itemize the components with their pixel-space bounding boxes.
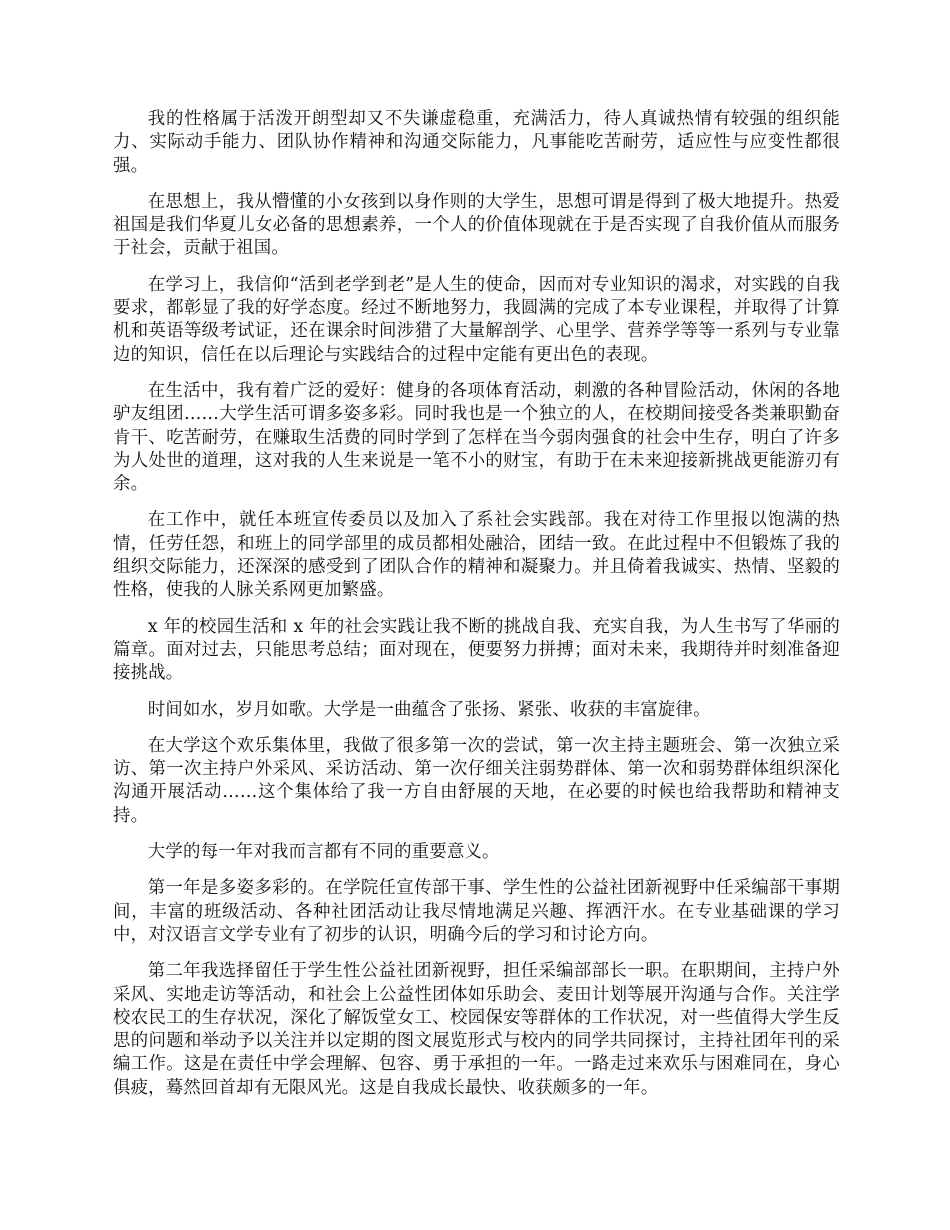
paragraph-each-year: 大学的每一年对我而言都有不同的重要意义。 [147, 842, 500, 863]
paragraph-second-year: 第二年我选择留任于学生性公益社团新视野，担任采编部部长一职。在职期间，主持户外采风、实地走访等活动，和社会上公益性团体如乐助会、麦田计划等展开沟通与合作。关注学校农民工的生存状况，深化了解饭堂女工、校园保安等群体的工作状况，对一些值得大学生反思的问题和举动予以关注并以定期的图文展览形式与校内的同学共同探讨，主持社团年刊的采编工作。这是在责任中学会理解、包容、勇于承担的一年。一路走过来欢乐与困难同在，身心俱疲，蓦然回首却有无限风光。这是自我成长最快、收获颇多的一年。 [113, 961, 840, 1098]
paragraph-work: 在工作中，就任本班宣传委员以及加入了系社会实践部。我在对待工作里报以饱满的热情，任劳任怨，和班上的同学部里的成员都相处融洽，团结一致。在此过程中不但锻炼了我的组织交际能力，还深深的感受到了团队合作的精神和凝聚力。并且倚着我诚实、热情、坚毅的性格，使我的人脉关系网更加繁盛。 [113, 510, 840, 601]
paragraph-first-year: 第一年是多姿多彩的。在学院任宣传部干事、学生性的公益社团新视野中任采编部干事期间，丰富的班级活动、各种社团活动让我尽情地满足兴趣、挥洒汗水。在专业基础课的学习中，对汉语言文学专业有了初步的认识，明确今后的学习和讨论方向。 [113, 878, 840, 945]
paragraph-personality: 我的性格属于活泼开朗型却又不失谦虚稳重，充满活力，待人真诚热情有较强的组织能力、实际动手能力、团队协作精神和沟通交际能力，凡事能吃苦耐劳，适应性与应变性都很强。 [113, 109, 840, 176]
paragraph-thought: 在思想上，我从懵懂的小女孩到以身作则的大学生，思想可谓是得到了极大地提升。热爱祖国是我们华夏儿女必备的思想素养，一个人的价值体现就在于是否实现了自我价值从而服务于社会，贡献于祖国。 [113, 191, 840, 259]
paragraph-time: 时间如水，岁月如歌。大学是一曲蕴含了张扬、紧张、收获的丰富旋律。 [147, 699, 711, 720]
paragraph-life: 在生活中，我有着广泛的爱好：健身的各项体育活动，刺激的各种冒险活动，休闲的各地驴友组团……大学生活可谓多姿多彩。同时我也是一个独立的人，在校期间接受各类兼职勤奋肯干、吃苦耐劳，在赚取生活费的同时学到了怎样在当今弱肉强食的社会中生存，明白了许多为人处世的道理，这对我的人生来说是一笔不小的财宝，有助于在未来迎接新挑战更能游刃有余。 [113, 380, 840, 495]
paragraph-study: 在学习上，我信仰“活到老学到老”是人生的使命，因而对专业知识的渴求，对实践的自我要求，都彰显了我的好学态度。经过不断地努力，我圆满的完成了本专业课程，并取得了计算机和英语等级考试证，还在课余时间涉猎了大量解剖学、心里学、营养学等等一系列与专业靠边的知识，信任在以后理论与实践结合的过程中定能有更出色的表现。 [113, 274, 840, 365]
paragraph-campus-practice: x 年的校园生活和 x 年的社会实践让我不断的挑战自我、充实自我，为人生书写了华丽的篇章。面对过去，只能思考总结；面对现在，便要努力拼搏；面对未来，我期待并时刻准备迎接挑战。 [113, 616, 840, 684]
paragraph-collective: 在大学这个欢乐集体里，我做了很多第一次的尝试，第一次主持主题班会、第一次独立采访、第一次主持户外采风、采访活动、第一次仔细关注弱势群体、第一次和弱势群体组织深化沟通开展活动……这个集体给了我一方自由舒展的天地，在必要的时候也给我帮助和精神支持。 [113, 735, 840, 826]
